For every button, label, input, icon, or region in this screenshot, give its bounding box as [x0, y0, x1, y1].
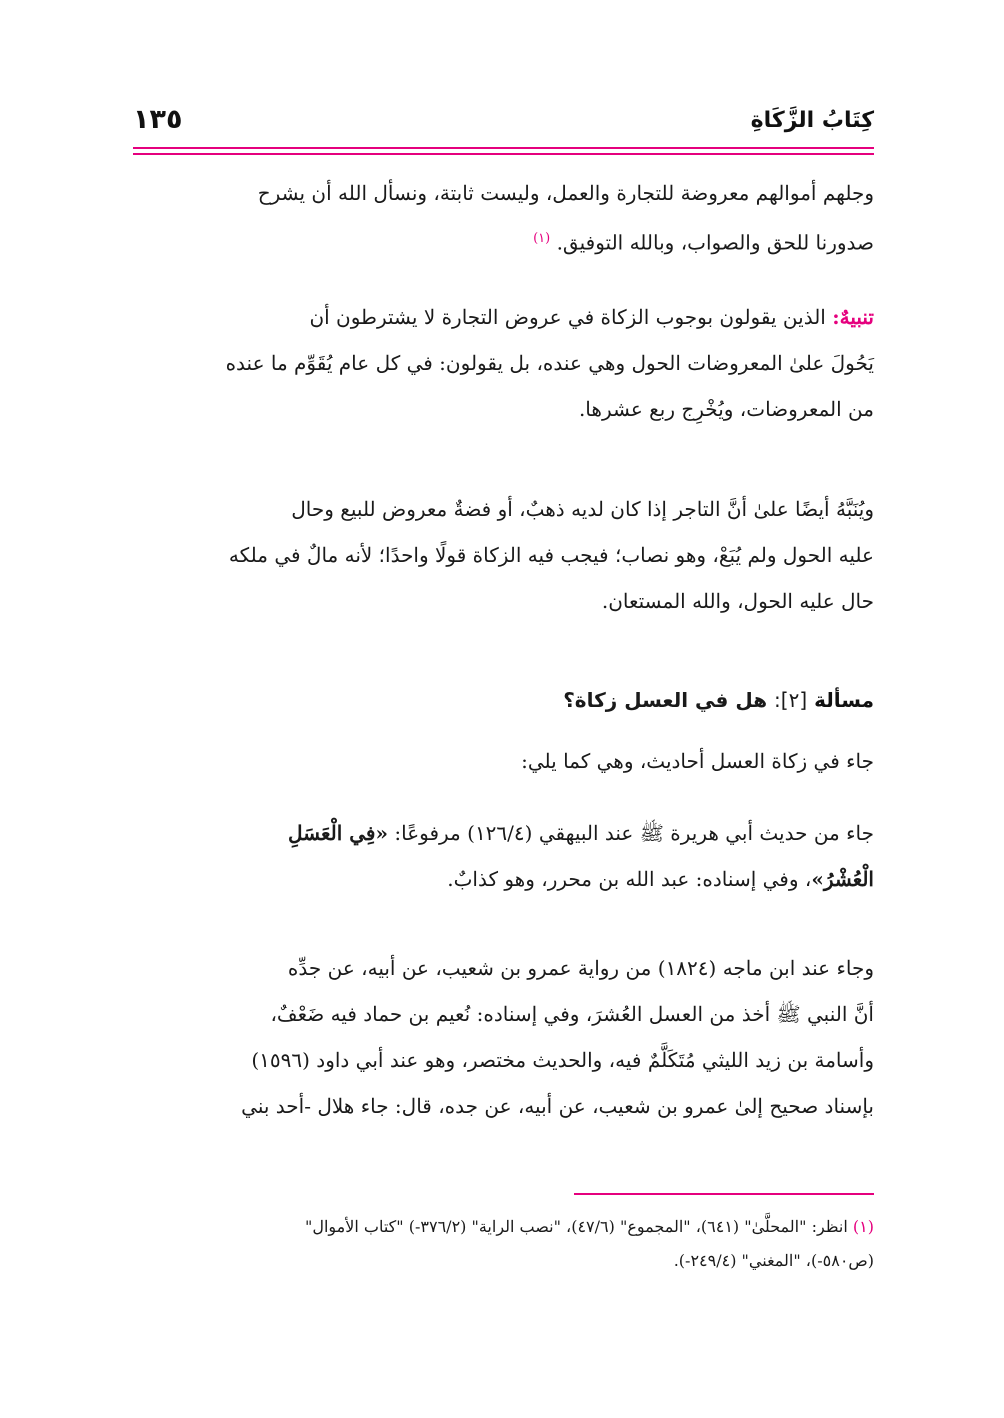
paragraph-line: أنَّ النبي ﷺ أخذ من العسل العُشرَ، وفي إسناده: نُعيم بن حماد فيه ضَعْفٌ، [270, 1002, 874, 1026]
paragraph-text: صدورنا للحق والصواب، وبالله التوفيق. [556, 230, 874, 255]
footnote-line: (ص٥٨٠-)، "المغني" (٢٤٩/٤-). [673, 1251, 874, 1270]
paragraph-4 [133, 738, 874, 784]
footnote-line [133, 1210, 874, 1244]
note-term: تنبيهٌ: [832, 305, 874, 329]
paragraph-line: وجلهم أموالهم معروضة للتجارة والعمل، وليست ثابتة، ونسأل الله أن يشرح [257, 181, 874, 205]
paragraph-line: بإسناد صحيح إلىٰ عمرو بن شعيب، عن أبيه، عن جده، قال: جاء هلال -أحد بني [241, 1094, 874, 1118]
running-header [133, 100, 874, 146]
paragraph-2 [133, 294, 874, 432]
footnote-reference[interactable]: (١) [533, 231, 551, 246]
hadith-quote: الْعُشْرُ» [811, 867, 874, 891]
header-rule-top [133, 147, 874, 149]
section-heading [133, 688, 874, 712]
footnote-separator [574, 1193, 874, 1195]
paragraph-text: الذين يقولون بوجوب الزكاة في عروض التجارة لا يشترطون أن [309, 305, 826, 329]
paragraph-line [133, 856, 874, 902]
paragraph-5 [133, 810, 874, 902]
book-title: كِتَابُ الزَّكَاةِ [750, 108, 874, 133]
paragraph-line [133, 294, 874, 340]
paragraph-line: عليه الحول ولم يُبَعْ، وهو نصاب؛ فيجب فيه الزكاة قولًا واحدًا؛ لأنه مالٌ في ملكه [228, 543, 874, 567]
heading-question: هل في العسل زكاة؟ [563, 688, 768, 712]
paragraph-6 [133, 945, 874, 1129]
heading-number: [٢]: [774, 688, 808, 712]
hadith-quote: «فِي الْعَسَلِ [288, 821, 388, 845]
header-rule-bottom [133, 153, 874, 155]
paragraph-text: ، وفي إسناده: عبد الله بن محرر، وهو كذابٌ. [447, 867, 812, 891]
paragraph-1 [133, 170, 874, 262]
paragraph-line: حال عليه الحول، والله المستعان. [601, 589, 874, 613]
paragraph-line: من المعروضات، ويُخْرِج ربع عشرها. [578, 397, 874, 421]
paragraph-line: وجاء عند ابن ماجه (١٨٢٤) من رواية عمرو بن شعيب، عن أبيه، عن جدِّه [287, 956, 874, 980]
paragraph-line: ويُنَبَّهُ أيضًا علىٰ أنَّ التاجر إذا كان لديه ذهبٌ، أو فضةٌ معروض للبيع وحال [291, 497, 874, 521]
footnote-text: انظر: "المحلَّىٰ" (٦٤١)، "المجموع" (٤٧/٦)، "نصب الراية" (٣٧٦/٢-) "كتاب الأموال" [304, 1217, 848, 1236]
paragraph-line: وأسامة بن زيد الليثي مُتَكَلَّمٌ فيه، والحديث مختصر، وهو عند أبي داود (١٥٩٦) [251, 1048, 874, 1072]
paragraph-line: يَحُولَ علىٰ المعروضات الحول وهي عنده، بل يقولون: في كل عام يُقَوِّم ما عنده [225, 351, 874, 375]
paragraph-line [133, 810, 874, 856]
footnote [133, 1210, 874, 1278]
paragraph-3 [133, 486, 874, 624]
paragraph-line: جاء في زكاة العسل أحاديث، وهي كما يلي: [521, 749, 874, 773]
paragraph-text: جاء من حديث أبي هريرة ﷺ عند البيهقي (١٢٦/٤) مرفوعًا: [394, 821, 874, 845]
page-number: ١٣٥ [133, 104, 183, 135]
paragraph-line [133, 216, 874, 262]
footnote-number: (١) [852, 1217, 874, 1236]
heading-label: مسألة [814, 688, 874, 712]
